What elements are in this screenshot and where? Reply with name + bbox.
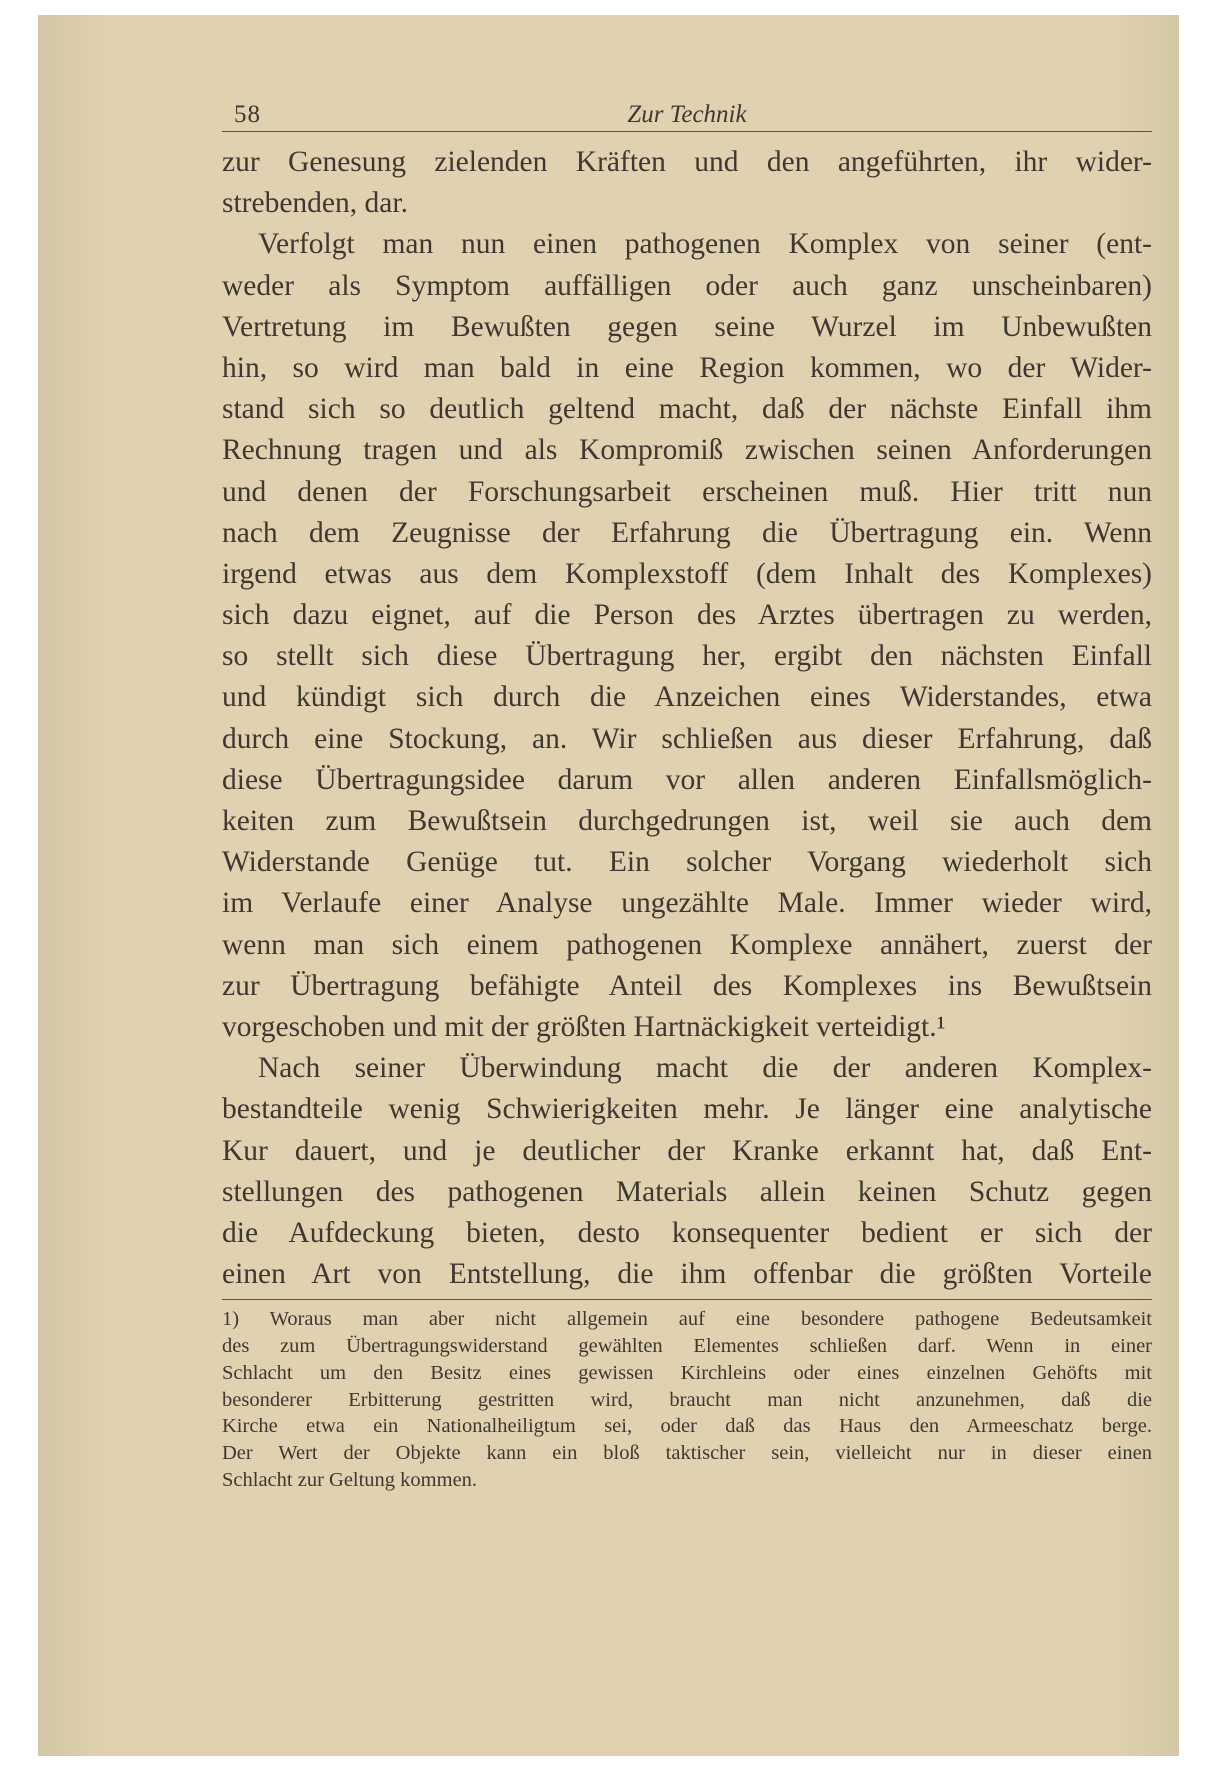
text-line: weder als Symptom auffälligen oder auch ganz unscheinbaren) xyxy=(222,269,1152,302)
text-line: zur Übertragung befähigte Anteil des Komplexes ins Bewußtsein xyxy=(222,969,1152,1002)
text-line: stellungen des pathogenen Materials allein keinen Schutz gegen xyxy=(222,1175,1152,1208)
text-line: hin, so wird man bald in eine Region kommen, wo der Wider- xyxy=(222,351,1152,384)
text-line: einen Art von Entstellung, die ihm offenbar die größten Vorteile xyxy=(222,1258,1152,1291)
text-line: irgend etwas aus dem Komplexstoff (dem Inhalt des Komplexes) xyxy=(222,557,1152,590)
footnote-line: Kirche etwa ein Nationalheiligtum sei, oder daß das Haus den Armeeschatz berge. xyxy=(222,1415,1152,1438)
footnote-line: Der Wert der Objekte kann ein bloß taktischer sein, vielleicht nur in dieser einen xyxy=(222,1442,1152,1465)
text-line: Kur dauert, und je deutlicher der Kranke erkannt hat, daß Ent- xyxy=(222,1134,1152,1167)
footnote-line: des zum Übertragungswiderstand gewählten Elementes schließen darf. Wenn in einer xyxy=(222,1335,1152,1358)
text-line: diese Übertragungsidee darum vor allen anderen Einfallsmöglich- xyxy=(222,763,1152,796)
footnote-rule xyxy=(222,1299,1152,1300)
page-number: 58 xyxy=(234,101,261,128)
text-line: zur Genesung zielenden Kräften und den angeführten, ihr wider- xyxy=(222,146,1152,178)
body-text xyxy=(222,142,1152,1295)
text-line: strebenden, dar. xyxy=(222,187,408,220)
text-line: so stellt sich diese Übertragung her, ergibt den nächsten Einfall xyxy=(222,640,1152,673)
text-line: Widerstande Genüge tut. Ein solcher Vorgang wiederholt sich xyxy=(222,846,1152,879)
text-line: vorgeschoben und mit der größten Hartnäckigkeit verteidigt.¹ xyxy=(222,1010,946,1043)
text-line: und kündigt sich durch die Anzeichen eines Widerstandes, etwa xyxy=(222,681,1152,714)
text-line: im Verlaufe einer Analyse ungezählte Male. Immer wieder wird, xyxy=(222,887,1152,920)
footnote-line: Schlacht um den Besitz eines gewissen Kirchleins oder eines einzelnen Gehöfts mit xyxy=(222,1361,1152,1384)
text-line: sich dazu eignet, auf die Person des Arztes übertragen zu werden, xyxy=(222,599,1152,632)
text-line: bestandteile wenig Schwierigkeiten mehr. Je länger eine analytische xyxy=(222,1093,1152,1126)
footnote-line: Schlacht zur Geltung kommen. xyxy=(222,1469,478,1492)
scanned-page xyxy=(38,15,1179,1756)
footnote-line: besonderer Erbitterung gestritten wird, braucht man nicht anzunehmen, daß die xyxy=(222,1388,1152,1411)
text-line: die Aufdeckung bieten, desto konsequenter bedient er sich der xyxy=(222,1216,1152,1249)
text-line: keiten zum Bewußtsein durchgedrungen ist, weil sie auch dem xyxy=(222,805,1152,837)
text-line: Verfolgt man nun einen pathogenen Komplex von seiner (ent- xyxy=(258,228,1152,261)
page-header xyxy=(222,93,1152,132)
running-title: Zur Technik xyxy=(627,101,747,128)
text-line: Nach seiner Überwindung macht die der anderen Komplex- xyxy=(258,1052,1152,1085)
text-line: durch eine Stockung, an. Wir schließen aus dieser Erfahrung, daß xyxy=(222,722,1152,755)
page-content xyxy=(222,93,1152,1494)
text-line: und denen der Forschungsarbeit erscheinen muß. Hier tritt nun xyxy=(222,475,1152,508)
footnotes xyxy=(222,1306,1152,1494)
text-line: Rechnung tragen und als Kompromiß zwischen seinen Anforderungen xyxy=(222,434,1152,467)
footnote-line: 1) Woraus man aber nicht allgemein auf eine besondere pathogene Bedeutsamkeit xyxy=(222,1308,1152,1331)
text-line: nach dem Zeugnisse der Erfahrung die Übertragung ein. Wenn xyxy=(222,516,1152,549)
text-line: Vertretung im Bewußten gegen seine Wurzel im Unbewußten xyxy=(222,310,1152,343)
text-line: stand sich so deutlich geltend macht, daß der nächste Einfall ihm xyxy=(222,393,1152,426)
text-line: wenn man sich einem pathogenen Komplexe annähert, zuerst der xyxy=(222,928,1152,961)
